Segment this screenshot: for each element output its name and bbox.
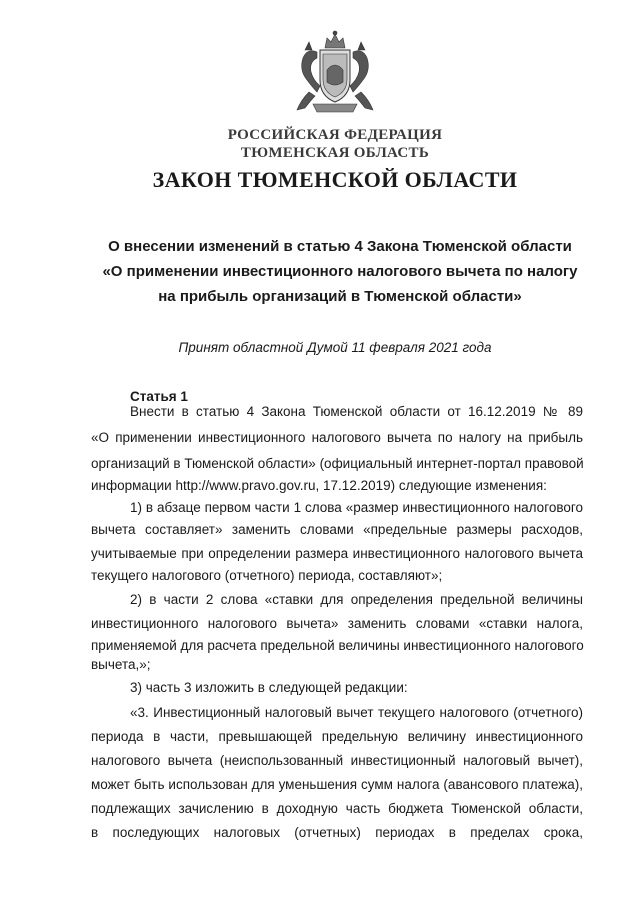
document-title: [80, 234, 600, 309]
body-line: 3) часть 3 изложить в следующей редакции:: [130, 680, 408, 695]
body-line: «О применении инвестиционного налогового вычета по налогу на прибыль: [91, 430, 583, 445]
body-line: периода в части, превышающей предельную величину инвестиционного: [91, 729, 583, 744]
body-line: текущего налогового (отчетного) периода, составляют»;: [91, 568, 443, 583]
body-line: вычета составляет» заменить словами «предельные размеры расходов,: [91, 522, 583, 537]
body-line: учитываемые при определении размера инвестиционного налогового вычета: [91, 546, 583, 561]
region-header: ТЮМЕНСКАЯ ОБЛАСТЬ: [240, 145, 430, 161]
body-line: 1) в абзаце первом части 1 слова «размер инвестиционного налогового: [130, 500, 583, 515]
body-line: в последующих налоговых (отчетных) периодах в пределах срока,: [91, 825, 583, 840]
title-line: О внесении изменений в статью 4 Закона Тюменской области: [108, 238, 572, 255]
body-line: организаций в Тюменской области» (официальный интернет-портал правовой: [91, 456, 584, 471]
body-line: Внести в статью 4 Закона Тюменской области от 16.12.2019 № 89: [130, 404, 583, 419]
body-line: может быть использован для уменьшения сумм налога (авансового платежа),: [91, 777, 583, 792]
country-header: РОССИЙСКАЯ ФЕДЕРАЦИЯ: [227, 127, 443, 143]
body-line: применяемой для расчета предельной величины инвестиционного налогового: [91, 638, 584, 653]
title-line: «О применении инвестиционного налогового вычета по налогу: [102, 263, 578, 280]
body-line: 2) в части 2 слова «ставки для определения предельной величины: [130, 592, 583, 607]
body-line: налогового вычета (неиспользованный инвестиционный налоговый вычет),: [91, 753, 583, 768]
title-line: на прибыль организаций в Тюменской области»: [158, 288, 522, 305]
body-line: вычета,»;: [91, 657, 151, 672]
body-line: «3. Инвестиционный налоговый вычет текущего налогового (отчетного): [130, 705, 583, 720]
adoption-date: Принят областной Думой 11 февраля 2021 года: [178, 340, 492, 355]
body-line: информации http://www.pravo.gov.ru, 17.12.2019) следующие изменения:: [91, 478, 547, 493]
law-title: ЗАКОН ТЮМЕНСКОЙ ОБЛАСТИ: [152, 167, 518, 192]
body-line: подлежащих зачислению в доходную часть бюджета Тюменской области,: [91, 801, 583, 816]
body-line: инвестиционного налогового вычета» заменить словами «ставки налога,: [91, 616, 583, 631]
article-heading: Статья 1: [130, 389, 188, 404]
coat-of-arms-emblem: [287, 30, 383, 116]
